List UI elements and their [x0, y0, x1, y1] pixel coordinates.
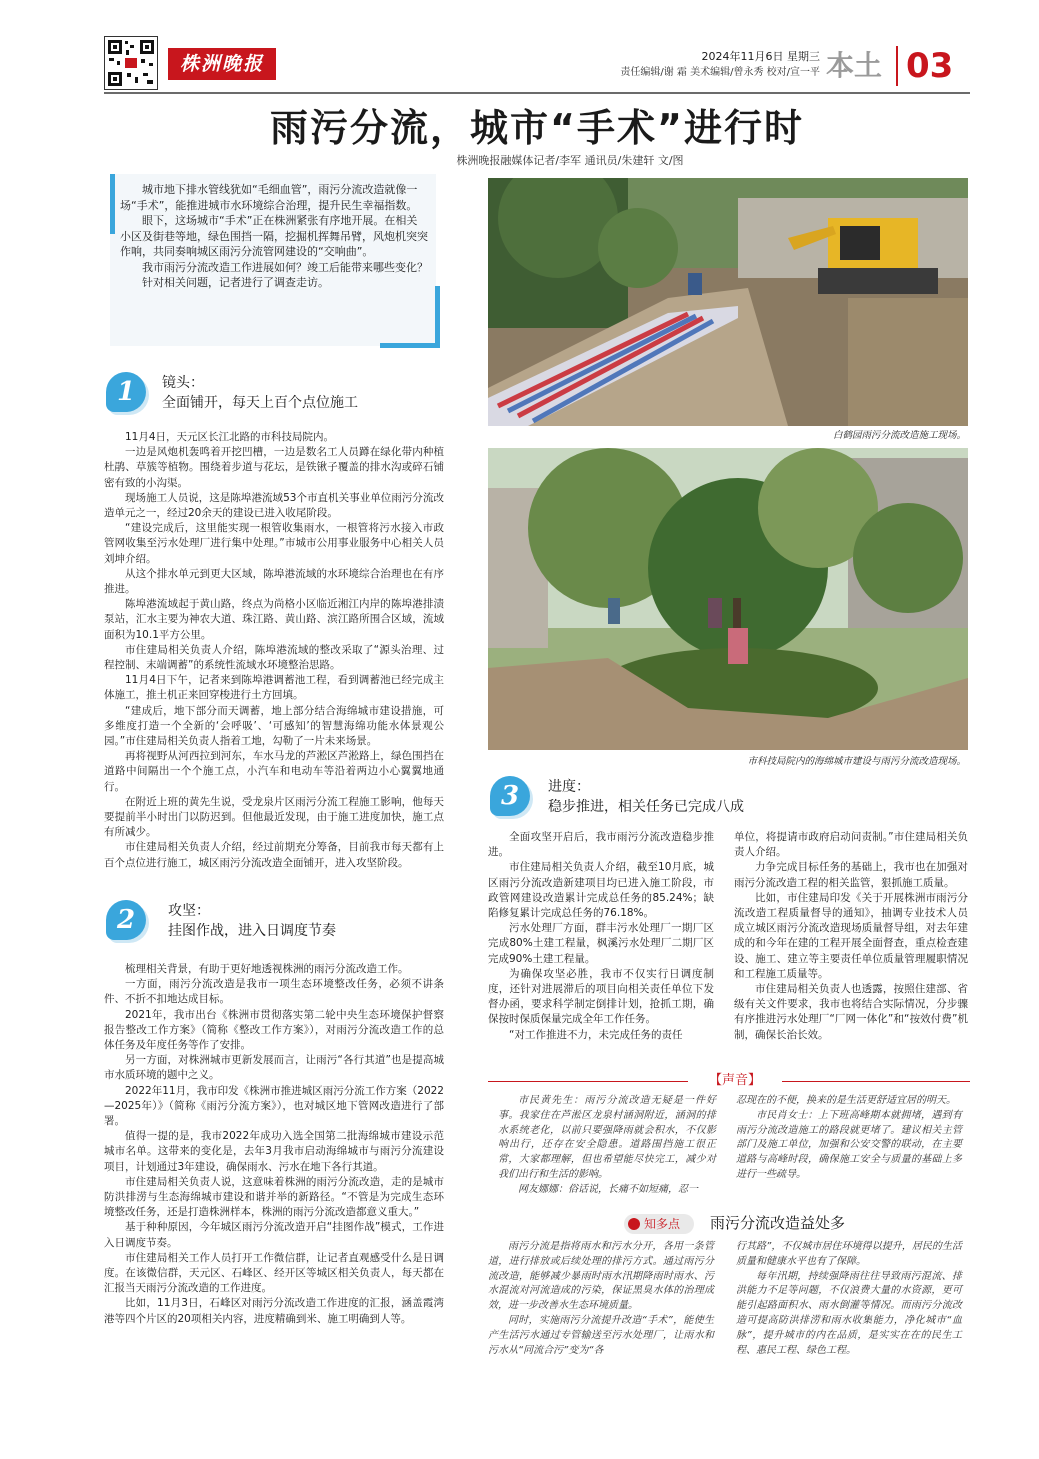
body-paragraph: 另一方面，对株洲城市更新发展而言，让雨污“各行其道”也是提高城市水质环境的题中之义。 — [104, 1054, 444, 1082]
body-paragraph: 基于种种原因，今年城区雨污分流改造开启“挂图作战”模式，工作进入日调度节奏。 — [104, 1221, 444, 1249]
knowledge-paragraph: 行其路”，不仅城市居住环境得以提升，居民的生活质量和健康水平也有了保障。 — [736, 1241, 962, 1267]
section-number-badge: 1 — [106, 372, 146, 412]
intro-accent-bar — [435, 286, 440, 348]
intro-text — [120, 182, 428, 291]
body-paragraph: 力争完成目标任务的基础上，我市也在加强对雨污分流改造工程的相关监管，狠抓施工质量。 — [734, 861, 968, 889]
body-paragraph: 单位，将提请市政府启动问责制。”市住建局相关负责人介绍。 — [734, 831, 968, 859]
section-tag: 进度： — [548, 779, 590, 795]
body-paragraph: 现场施工人员说，这是陈埠港流域53个市直机关事业单位雨污分流改造单元之一，经过20余天的建设已进入收尾阶段。 — [104, 491, 444, 520]
voice-divider — [782, 1081, 970, 1082]
section1-body — [104, 430, 444, 871]
section-name: 本土 — [826, 49, 883, 82]
knowledge-paragraph: 每年汛期，持续强降雨往往导致雨污混流、排洪能力不足等问题，不仅浪费大量的水资源，更可能引起路面积水、雨水倒灌等情况。而雨污分流改造可提高防洪排涝和雨水收集能力，净化城市“血脉”，提升城市的内在品质，是实实在在的民生工程、惠民工程、绿色工程。 — [736, 1270, 962, 1356]
body-paragraph: “对工作推进不力，未完成任务的责任 — [509, 1028, 683, 1041]
header-rule — [104, 92, 970, 94]
photo-caption: 白鹤园雨污分流改造施工现场。 — [832, 430, 966, 441]
body-paragraph: 比如，11月3日，石峰区对雨污分流改造工作进度的汇报，涵盖霞湾港等四个片区的20项相关内容，进度精确到米、施工明确到人等。 — [104, 1297, 444, 1325]
intro-accent-bar — [380, 343, 440, 348]
body-paragraph: “建成后，地下部分而天调蓄，地上部分结合海绵城市建设措施，可多维度打造一个全新的‘会呼吸’、‘可感知’的智慧海绵功能水体景观公园。”市住建局相关负责人指着工地，勾勒了一片未来场景。 — [104, 704, 444, 748]
body-paragraph: 为确保攻坚必胜，我市不仅实行日调度制度，还针对进展滞后的项目向相关责任单位下发督办函，要求科学制定倒排计划，抢抓工期，确保按时保质保量完成全年工作任务。 — [488, 967, 714, 1026]
body-paragraph: 从这个排水单元到更大区域，陈埠港流域的水环境综合治理也在有序推进。 — [104, 567, 444, 596]
section3-body-left — [488, 830, 714, 1043]
body-paragraph: 值得一提的是，我市2022年成功入选全国第二批海绵城市建设示范城市名单。这带来的变化是，去年3月我市启动海绵城市与雨污分流建设项目，计划通过3年建设，确保雨水、污水在地下各行其道。 — [104, 1130, 444, 1173]
voice-quote: 市民黄先生：雨污分流改造无疑是一件好事。我家住在芦淞区龙泉村涵洞附近，涵洞的排水系统老化，以前只要强降雨就会积水，不仅影响出行，还存在安全隐患。道路围挡施工很正常，大家都理解，但也希望能尽快完工，减少对我们出行和生活的影响。 — [498, 1095, 716, 1180]
page-number: 03 — [906, 46, 954, 86]
body-paragraph: 在附近上班的黄先生说，受龙泉片区雨污分流工程施工影响，他每天要提前半小时出门以防迟到。但他最近发现，由于施工进度加快，施工点有所减少。 — [104, 795, 444, 839]
body-paragraph: 一边是风炮机轰鸣着开挖凹槽，一边是数名工人员蹲在绿化带内种植杜鹃、草簇等植物。围绕着步道与花坛，是铁锹子覆盖的排水沟或碎石铺密有致的小沟渠。 — [104, 446, 444, 489]
intro-paragraph: 眼下，这场城市“手术”正在株洲紧张有序地开展。在相关小区及街巷等地，绿色围挡一隔，挖掘机挥舞吊臂，风炮机突突作响，共同奏响城区雨污分流管网建设的“交响曲”。 — [120, 214, 428, 258]
intro-paragraph: 针对相关问题，记者进行了调查走访。 — [142, 276, 329, 289]
construction-site-photo — [488, 178, 968, 426]
voice-divider — [488, 1081, 688, 1082]
section-number-badge: 2 — [106, 900, 146, 940]
intro-paragraph: 我市雨污分流改造工作进展如何？竣工后能带来哪些变化？ — [142, 260, 428, 274]
knowledge-dot-icon — [628, 1218, 640, 1230]
body-paragraph: 市住建局相关负责人介绍，陈埠港流域的整改采取了“源头治理、过程控制、末端调蓄”的系统性流域水环境整治思路。 — [104, 643, 444, 672]
knowledge-paragraph: 雨污分流是指将雨水和污水分开，各用一条管道，进行排放或后续处理的排污方式。通过雨污分流改造，能够减少暴雨时雨水汛期降雨时雨水、污水混流对河流造成的污染，保证黑臭水体的治理成效，进一步改善水生态环境质量。 — [488, 1241, 714, 1312]
body-paragraph: 一方面，雨污分流改造是我市一项生态环境整改任务，必须不讲条件、不折不扣地达成目标。 — [104, 978, 444, 1006]
body-paragraph: “建设完成后，这里能实现一根管收集雨水，一根管将污水接入市政管网收集至污水处理厂进行集中处理。”市城市公用事业服务中心相关人员刘坤介绍。 — [104, 522, 444, 565]
knowledge-col-left — [488, 1240, 714, 1358]
section-divider — [896, 46, 898, 86]
section-title: 全面铺开，每天上百个点位施工 — [162, 395, 358, 411]
voice-quote: 忍现在的不便，换来的是生活更舒适宜居的明天。 — [736, 1095, 956, 1106]
section-title: 稳步推进，相关任务已完成八成 — [548, 799, 744, 815]
article-byline: 株洲晚报融媒体记者/李军 通讯员/朱建轩 文/图 — [456, 154, 684, 167]
qr-code-icon — [104, 36, 158, 90]
body-paragraph: 陈埠港流域起于黄山路，终点为尚格小区临近湘江内岸的陈埠港排渍泵站，汇水主要为神农大道、珠江路、黄山路、滨江路所围合区域，流域面积为10.1平方公里。 — [104, 598, 444, 641]
sponge-city-photo — [488, 448, 968, 750]
voice-tag: 【声音】 — [708, 1073, 761, 1088]
body-paragraph: 市住建局相关负责人说，这意味着株洲的雨污分流改造，走的是城市防洪排涝与生态海绵城市建设和谐并举的新路径。“不管是为完成生态环境整改任务，还是打造株洲样本，株洲的雨污分流改造都意义重大。” — [104, 1175, 444, 1219]
body-paragraph: 市住建局相关负责人也透露，按照住建部、省级有关文件要求，我市也将结合实际情况，分步骤有序推进污水处理厂“厂网一体化”和“按效付费”机制，确保长治长效。 — [734, 983, 968, 1041]
body-paragraph: 市住建局相关负责人介绍，截至10月底，城区雨污分流改造新建项目均已进入施工阶段，市政管网建设改造累计完成总任务的85.24%；缺陷修复累计完成总任务的76.18%。 — [488, 861, 714, 920]
body-paragraph: 市住建局相关负责人介绍，经过前期充分筹备，目前我市每天都有上百个点位进行施工，城区雨污分流改造全面铺开，进入攻坚阶段。 — [104, 841, 444, 869]
knowledge-title: 雨污分流改造益处多 — [710, 1214, 846, 1232]
body-paragraph: 全面攻坚开启后，我市雨污分流改造稳步推进。 — [488, 831, 714, 859]
issue-date: 2024年11月6日 星期三 — [701, 50, 820, 63]
editors-credit: 责任编辑/谢 霜 美术编辑/曾永秀 校对/宣一平 — [620, 67, 820, 78]
body-paragraph: 2021年，我市出台《株洲市贯彻落实第二轮中央生态环境保护督察报告整改工作方案》（简称《整改工作方案》），对雨污分流改造工作的总体任务及年度任务等作了安排。 — [104, 1008, 444, 1052]
voice-quote: 网友娜娜：俗话说，长痛不如短痛，忍一 — [518, 1183, 698, 1195]
article-headline: 雨污分流，城市“手术”进行时 — [270, 106, 804, 150]
voice-col-left — [498, 1094, 716, 1198]
section2-body — [104, 962, 444, 1327]
body-paragraph: 2022年11月，我市印发《株洲市推进城区雨污分流工作方案（2022—2025年）》（简称《雨污分流方案》），也对城区地下管网改造进行了部署。 — [104, 1084, 444, 1128]
intro-paragraph: 城市地下排水管线犹如“毛细血管”，雨污分流改造就像一场“手术”，能推进城市水环境综合治理，提升民生幸福指数。 — [120, 183, 418, 212]
body-paragraph: 市住建局相关工作人员打开工作微信群，让记者直观感受什么是日调度。在该微信群，天元区、石峰区、经开区等城区相关负责人，每天都在汇报当天雨污分流改造的工作进度。 — [104, 1251, 444, 1295]
body-paragraph: 比如，市住建局印发《关于开展株洲市雨污分流改造工程质量督导的通知》，抽调专业技术人员成立城区雨污分流改造现场质量督导组，对去年建成的和今年在建的工程开展全面督查，重点检查建设、施工、建立等主要责任单位质量管理履职情况和工程施工质量等。 — [734, 891, 968, 980]
knowledge-col-right — [736, 1240, 962, 1358]
body-paragraph: 污水处理厂方面，群丰污水处理厂一期厂区完成80%土建工程量，枫溪污水处理厂二期厂区完成90%土建工程量。 — [488, 922, 714, 965]
body-paragraph: 11月4日，天元区长江北路的市科技局院内。 — [125, 431, 335, 443]
body-paragraph: 再将视野从河西拉到河东，车水马龙的芦淞区芦淞路上，绿色围挡在道路中间隔出一个个施工点，小汽车和电动车等沿着两边小心翼翼地通行。 — [104, 750, 444, 793]
voice-quote: 市民肖女士：上下班高峰期本就拥堵，遇到有雨污分流改造施工的路段就更堵了。建议相关主管部门及施工单位，加强和公安交警的联动，在主要道路与高峰时段，确保施工安全与质量的基础上多进行一些疏导。 — [736, 1109, 962, 1180]
section-tag: 攻坚： — [168, 903, 210, 919]
section-title: 挂图作战，进入日调度节奏 — [168, 923, 336, 939]
intro-accent-bar — [110, 174, 115, 234]
voice-col-right — [736, 1094, 962, 1183]
section-number-badge: 3 — [490, 776, 530, 816]
knowledge-label: 知多点 — [644, 1217, 681, 1231]
body-paragraph: 11月4日下午，记者来到陈埠港调蓄池工程，看到调蓄池已经完成主体施工，推土机正来回穿梭进行土方回填。 — [104, 674, 444, 702]
knowledge-paragraph: 同时，实施雨污分流提升改造“手术”，能使生产生活污水通过专管输送至污水处理厂，让雨水和污水从“同流合污”变为“各 — [488, 1314, 714, 1356]
photo-caption: 市科技局院内的海绵城市建设与雨污分流改造现场。 — [747, 756, 966, 767]
section-tag: 镜头： — [162, 375, 204, 391]
newspaper-logo: 株洲晚报 — [168, 48, 276, 80]
body-paragraph: 梳理相关背景，有助于更好地透视株洲的雨污分流改造工作。 — [125, 963, 409, 975]
section3-body-right — [734, 830, 968, 1043]
